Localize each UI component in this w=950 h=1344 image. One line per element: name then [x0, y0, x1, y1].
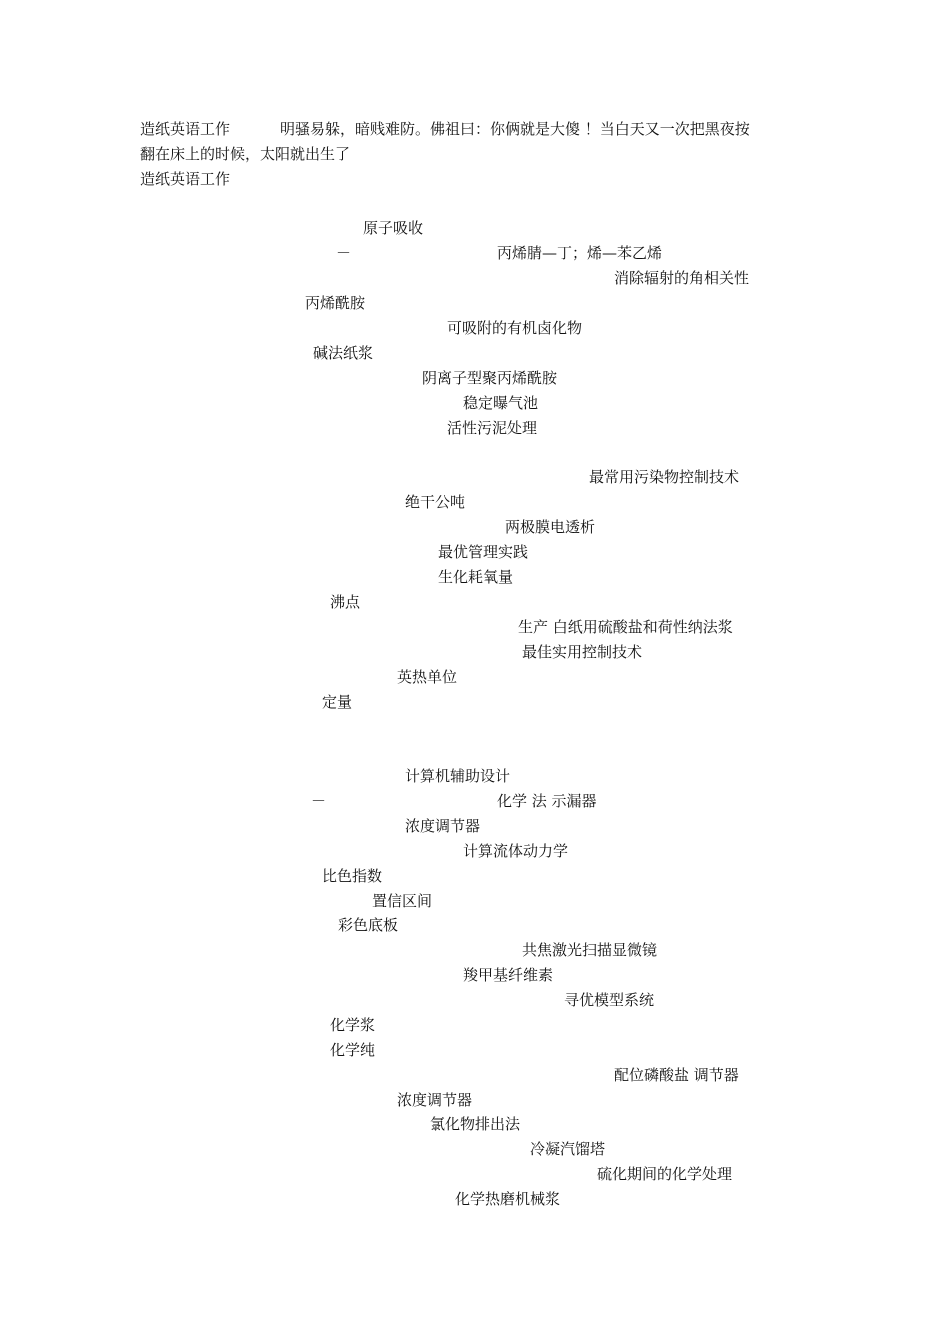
term-line: 计算流体动力学: [463, 842, 569, 860]
term-line: 浓度调节器: [405, 817, 481, 835]
term-line: 化学纯: [330, 1041, 376, 1059]
term-line: 丙烯酰胺: [305, 294, 366, 312]
term-line: 生产 白纸用硫酸盐和荷性纳法浆: [518, 618, 733, 636]
term-line: 两极膜电透析: [505, 518, 596, 536]
term-line: 寻优模型系统: [564, 991, 655, 1009]
term-line: 定量: [322, 693, 353, 711]
term-line: 沸点: [330, 593, 361, 611]
term-line: 硫化期间的化学处理: [597, 1165, 733, 1183]
term-line: 化学热磨机械浆: [455, 1190, 561, 1208]
term-line: 丙烯腈—丁；烯—苯乙烯: [497, 244, 663, 262]
header-title: 造纸英语工作: [140, 120, 231, 138]
term-line: 共焦激光扫描显微镜: [522, 941, 658, 959]
term-line: 绝干公吨: [405, 493, 466, 511]
term-line: 羧甲基纤维素: [463, 966, 554, 984]
header-subtitle: 造纸英语工作: [140, 170, 231, 188]
term-line: 活性污泥处理: [447, 419, 538, 437]
term-line: 计算机辅助设计: [405, 767, 511, 785]
term-line: 原子吸收: [363, 219, 424, 237]
term-line: 碱法纸浆: [313, 344, 374, 362]
term-line: 可吸附的有机卤化物: [447, 319, 583, 337]
header-text-line-1: 明骚易躲，暗贱难防。佛祖曰：你俩就是大傻 ！当白天又一次把黑夜按: [280, 120, 750, 138]
term-line: 置信区间: [372, 892, 433, 910]
term-line: 消除辐射的角相关性: [614, 269, 750, 287]
term-line: 阴离子型聚丙烯酰胺: [422, 369, 558, 387]
term-line: 化学 法 示漏器: [497, 792, 597, 810]
term-line: 稳定曝气池: [463, 394, 539, 412]
term-line: 配位磷酸盐 调节器: [614, 1066, 739, 1084]
term-line: 冷凝汽馏塔: [530, 1140, 606, 1158]
term-line: 比色指数: [322, 867, 383, 885]
term-line: 化学浆: [330, 1016, 376, 1034]
term-line: 彩色底板: [338, 916, 399, 934]
term-line: 浓度调节器: [397, 1091, 473, 1109]
term-line: －: [311, 792, 327, 810]
term-line: 氯化物排出法: [430, 1115, 521, 1133]
term-line: 生化耗氧量: [438, 568, 514, 586]
term-line: 最常用污染物控制技术: [589, 468, 740, 486]
term-line: 最佳实用控制技术: [522, 643, 643, 661]
header-text-line-2: 翻在床上的时候，太阳就出生了: [140, 145, 351, 163]
term-line: －: [336, 244, 352, 262]
term-line: 英热单位: [397, 668, 458, 686]
term-line: 最优管理实践: [438, 543, 529, 561]
